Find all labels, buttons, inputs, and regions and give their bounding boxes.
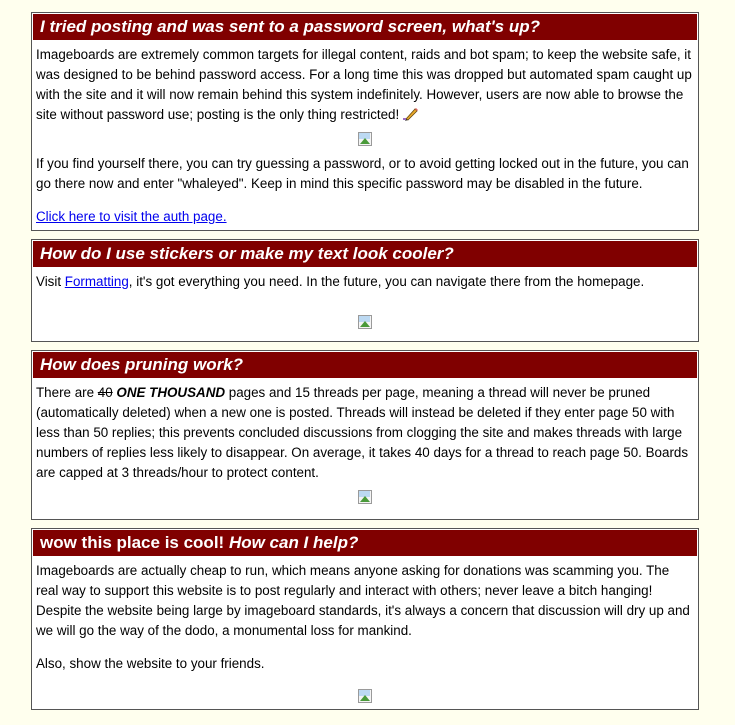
broken-image-icon bbox=[357, 131, 373, 147]
broken-image-icon bbox=[357, 489, 373, 505]
faq-paragraph bbox=[36, 45, 694, 125]
broken-image-icon bbox=[357, 314, 373, 330]
auth-page-link[interactable]: Click here to visit the auth page. bbox=[36, 209, 227, 224]
formatting-link[interactable]: Formatting bbox=[64, 274, 129, 289]
faq-answer bbox=[32, 379, 698, 505]
faq-answer bbox=[32, 41, 698, 227]
emphasis-text: ONE THOUSAND bbox=[116, 385, 226, 400]
faq-question-italic: How can I help? bbox=[228, 533, 359, 552]
faq-question: How does pruning work? bbox=[33, 352, 697, 378]
faq-text: , it's got everything you need. In the future, you can navigate there from the homepage. bbox=[128, 274, 645, 289]
faq-answer bbox=[32, 268, 698, 330]
faq-question-plain: wow this place is cool! bbox=[40, 533, 229, 552]
faq-pruning bbox=[31, 350, 699, 520]
faq-text: Visit bbox=[36, 274, 65, 289]
struck-text: 40 bbox=[97, 385, 113, 400]
faq-paragraph: Imageboards are actually cheap to run, which means anyone asking for donations was scamming you. The real way to support this website is to post regularly and interact with others; never leave a bitch hanging! Despite the website being large by imageboard standards, it's always a concern that discussion will dry up and we will go the way of the dodo, a monumental loss for mankind. bbox=[36, 563, 690, 638]
faq-text: There are bbox=[36, 385, 98, 400]
faq-password bbox=[31, 12, 699, 231]
faq-answer bbox=[32, 557, 698, 704]
broken-image-icon bbox=[357, 688, 373, 704]
faq-stickers bbox=[31, 239, 699, 342]
faq-paragraph: Also, show the website to your friends. bbox=[36, 656, 265, 671]
faq-text: pages and 15 threads per page, meaning a thread will never be pruned (automatically deleted) when a new one is posted. Threads will instead be deleted if they enter page 50 with less than 50 replies; this prevents concluded discussions from clogging the site and makes threads with large numbers of replies less likely to disappear. On average, it takes 40 days for a thread to reach page 50. Boards are capped at 3 threads/hour to protect content. bbox=[36, 385, 689, 480]
faq-question: How do I use stickers or make my text look cooler? bbox=[33, 241, 697, 267]
faq-question: I tried posting and was sent to a password screen, what's up? bbox=[33, 14, 697, 40]
pencil-icon bbox=[403, 107, 419, 121]
faq-question bbox=[33, 530, 697, 556]
faq-text: Imageboards are extremely common targets for illegal content, raids and bot spam; to keep the website safe, it was designed to be behind password access. For a long time this was dropped but automated spam caught up with the site and it will now remain behind this system indefinitely. However, users are now able to browse the site without password use; posting is the only thing restricted! bbox=[36, 47, 692, 122]
faq-paragraph bbox=[36, 383, 694, 483]
faq-paragraph: If you find yourself there, you can try guessing a password, or to avoid getting locked out in the future, you can go there now and enter "whaleyed". Keep in mind this specific password may be disabled in the future. bbox=[36, 156, 689, 191]
faq-how-to-help bbox=[31, 528, 699, 710]
faq-paragraph bbox=[36, 272, 694, 292]
